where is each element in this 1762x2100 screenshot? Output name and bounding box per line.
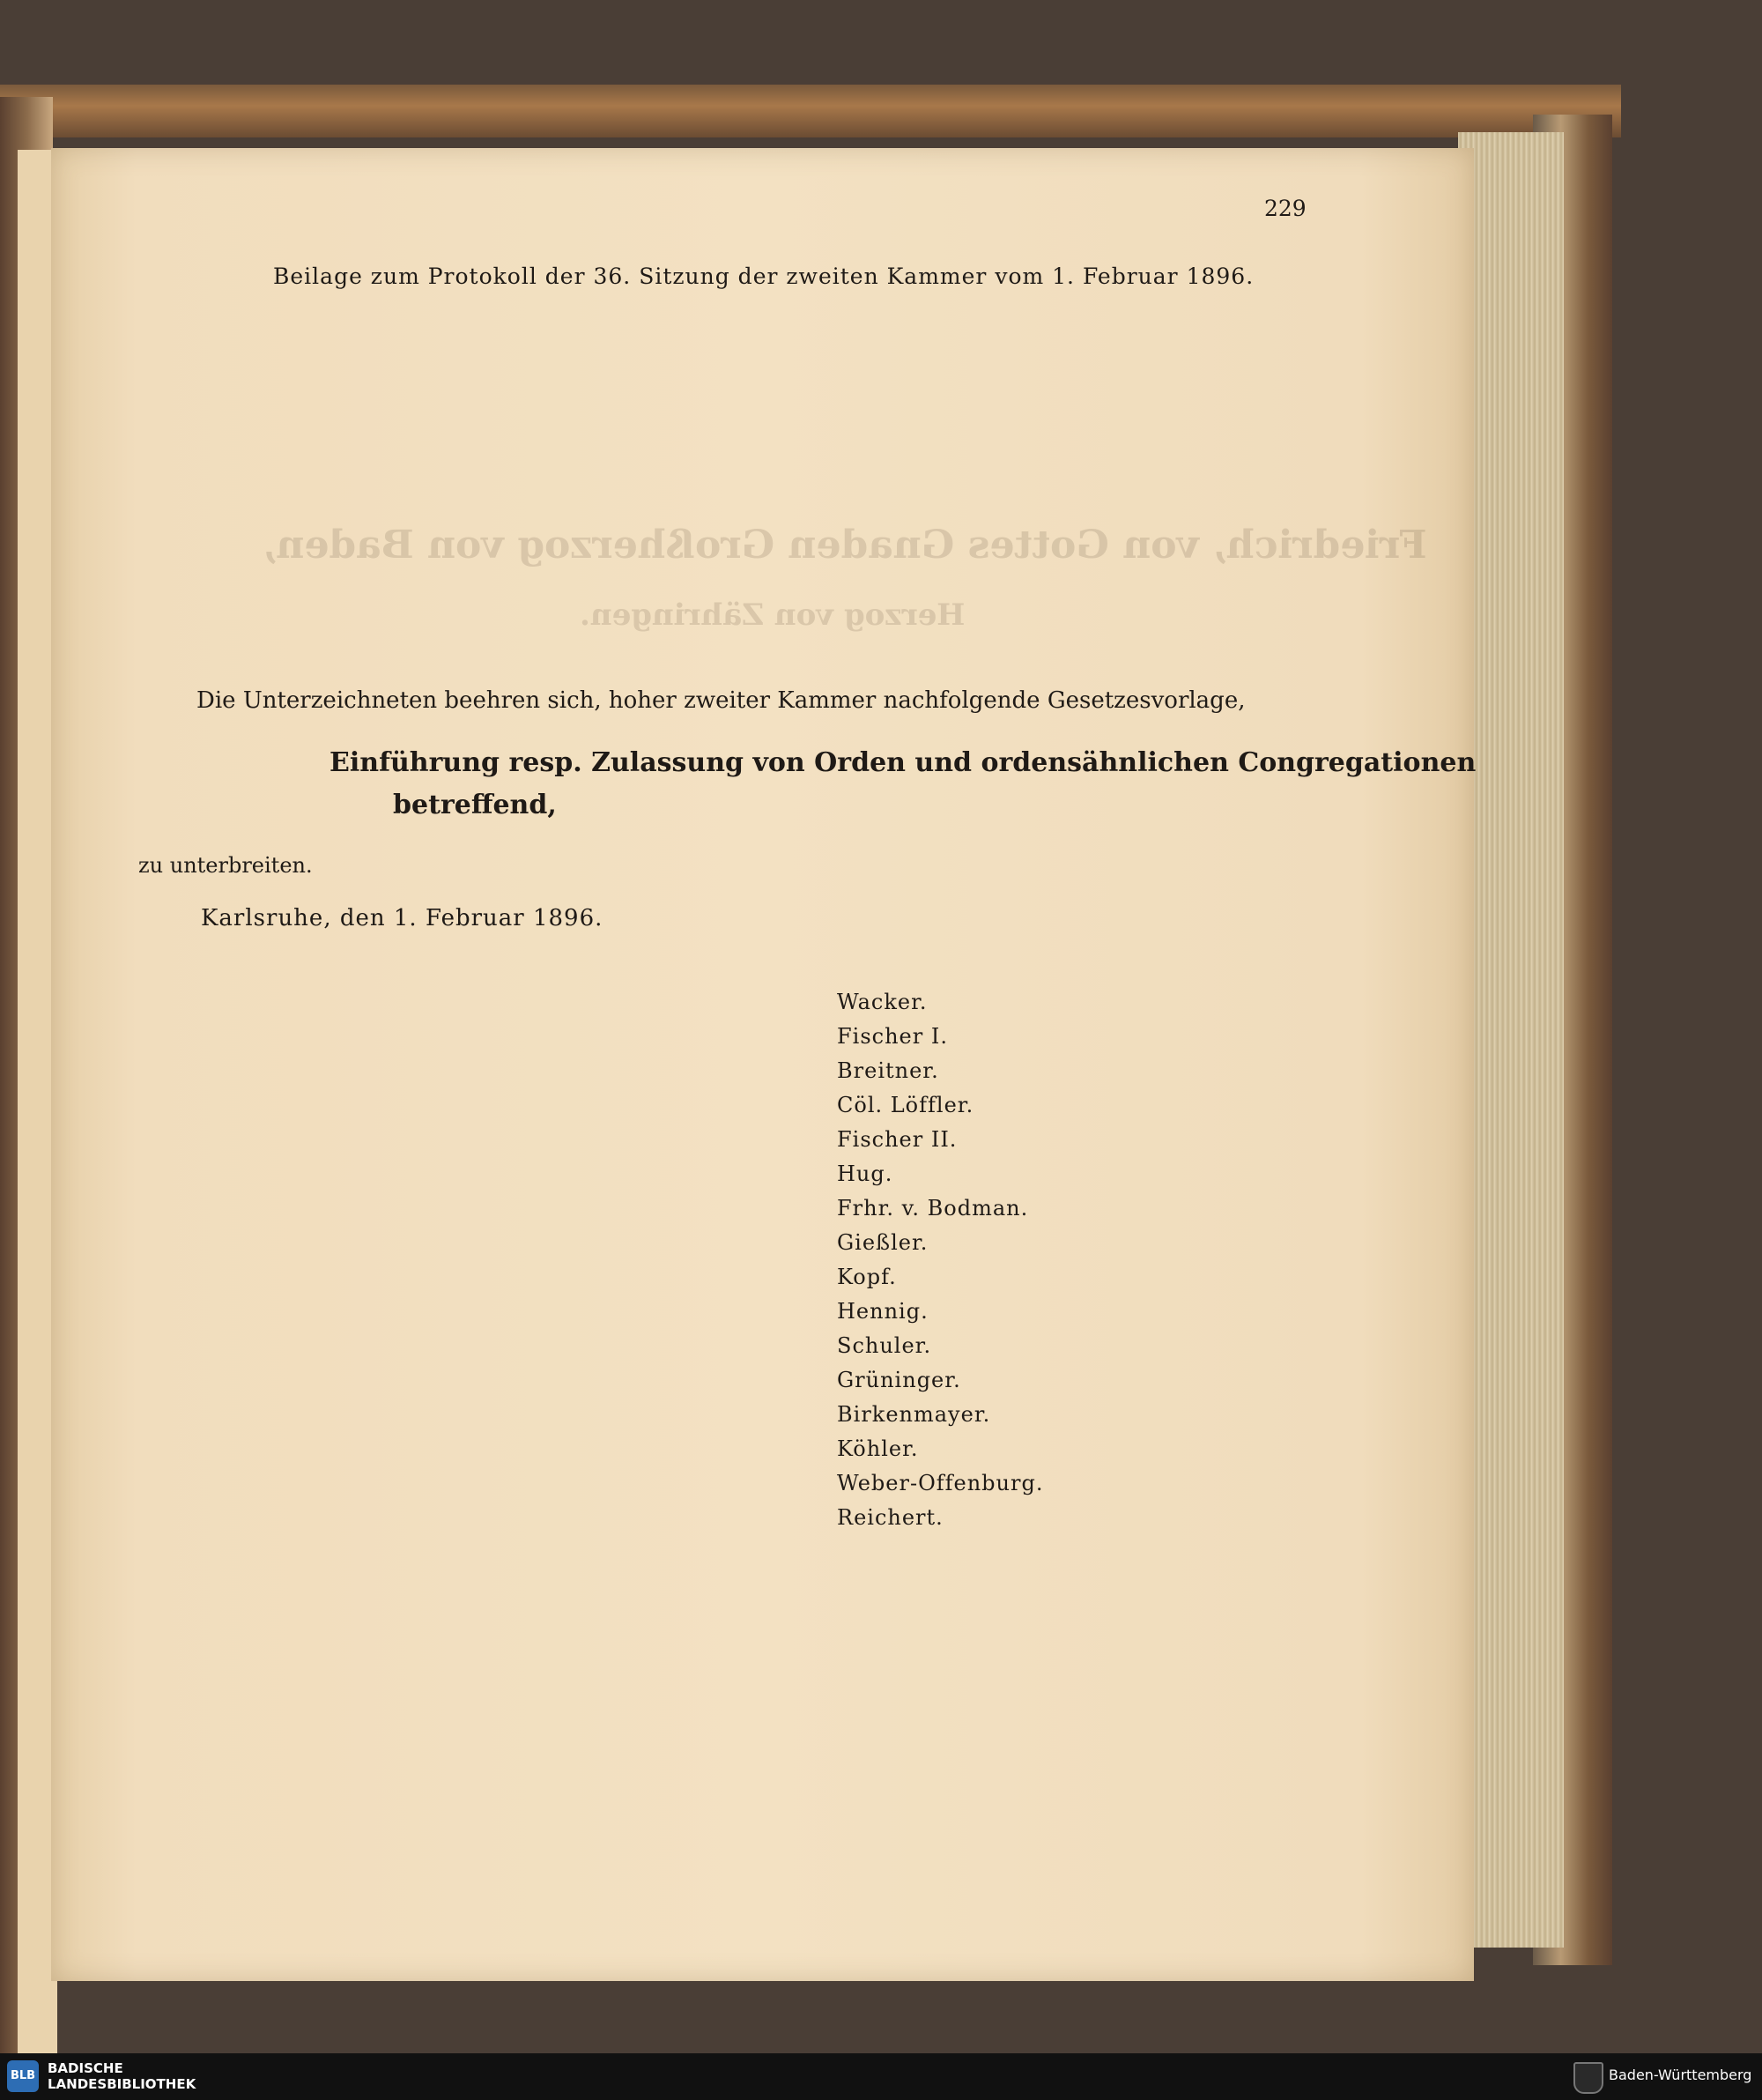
signatory: Grüninger. [837,1368,961,1392]
viewer-footer-bar [0,2053,1762,2100]
signatory: Fischer II. [837,1127,958,1152]
subject-title-line1: Einführung resp. Zulassung von Orden und ordensähnlichen Congregationen [329,747,1477,778]
signatory: Reichert. [837,1505,944,1530]
signatory: Hug. [837,1161,893,1186]
signatory: Hennig. [837,1299,929,1324]
signatory: Schuler. [837,1333,932,1358]
show-through-text: Herzog von Zähringen. [580,597,966,633]
library-name[interactable] [48,2060,196,2092]
page-number: 229 [1264,196,1307,221]
document-page [51,148,1477,1981]
state-crest-icon [1573,2062,1603,2094]
signatory: Breitner. [837,1058,939,1083]
signatory: Weber-Offenburg. [837,1471,1044,1495]
signatory: Kopf. [837,1265,897,1289]
library-name-line1: BADISCHE [48,2060,123,2076]
library-logo[interactable]: BLB [7,2060,39,2092]
document-header: Beilage zum Protokoll der 36. Sitzung der zweiten Kammer vom 1. Februar 1896. [273,263,1255,289]
subject-title-line3: zu unterbreiten. [138,853,313,878]
state-name[interactable]: Baden-Württemberg [1609,2067,1752,2083]
intro-sentence: Die Unterzeichneten beehren sich, hoher zweiter Kammer nachfolgende Gesetzesvorlage, [196,687,1246,714]
signatory: Wacker. [837,990,928,1014]
signatory: Gießler. [837,1230,929,1255]
library-name-line2: LANDESBIBLIOTHEK [48,2076,196,2092]
place-and-date: Karlsruhe, den 1. Februar 1896. [201,905,603,931]
signatory: Cöl. Löffler. [837,1093,974,1117]
signatory: Frhr. v. Bodman. [837,1196,1029,1221]
show-through-text: Friedrich, von Gottes Gnaden Großherzog von Baden, [263,523,1427,568]
signatory: Fischer I. [837,1024,948,1049]
page-stack-edges [1458,132,1564,1948]
subject-title-line2: betreffend, [393,790,557,820]
book-binding-top [0,85,1621,137]
signatory: Birkenmayer. [837,1402,991,1427]
signatory: Köhler. [837,1436,919,1461]
